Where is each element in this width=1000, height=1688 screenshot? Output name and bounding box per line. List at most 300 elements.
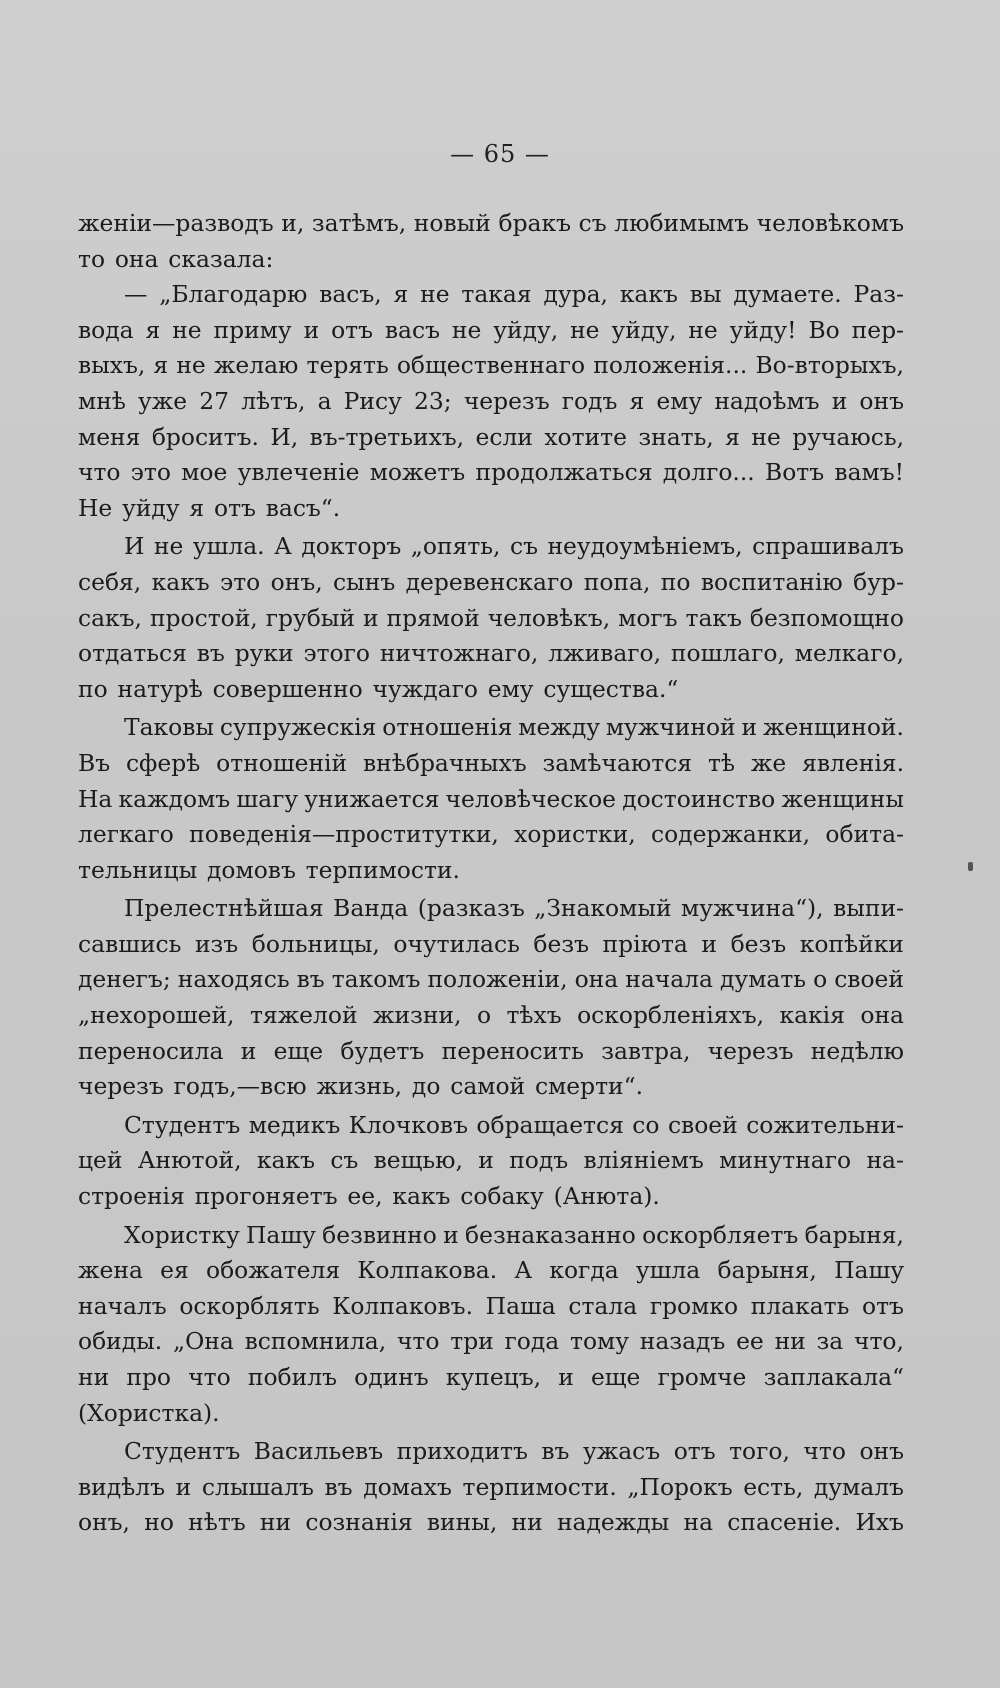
word: положеніи, — [427, 965, 568, 994]
word: надежды — [556, 1508, 670, 1537]
word: вамъ! — [834, 458, 904, 487]
word: не — [688, 315, 718, 344]
word: терпимости. — [462, 1472, 617, 1501]
word: какъ — [151, 567, 210, 596]
word: И, — [270, 422, 299, 451]
word: по — [78, 674, 108, 703]
word: же — [750, 748, 787, 777]
word: завтра, — [601, 1036, 691, 1065]
word: барыня, — [804, 1220, 904, 1249]
word: савшись — [78, 929, 182, 958]
word: домовъ — [207, 855, 296, 884]
word: любимымъ — [614, 209, 750, 237]
word: копѣйки — [799, 929, 904, 958]
word: тяжелой — [249, 1001, 358, 1030]
word: строенія — [78, 1182, 185, 1211]
word: обита- — [825, 820, 904, 849]
word: что — [78, 458, 121, 487]
text-line — [78, 313, 904, 349]
word: броситъ. — [151, 422, 259, 451]
word: васъ“. — [265, 493, 341, 522]
text-line — [78, 962, 904, 998]
word: въ — [324, 1472, 353, 1501]
word: Ванда — [333, 894, 409, 923]
word: годъ — [561, 386, 618, 415]
word: чуждаго — [372, 674, 478, 703]
word: я — [393, 280, 409, 309]
word: годъ,—всю — [173, 1072, 307, 1101]
word: вины, — [426, 1508, 498, 1537]
word: васъ, — [319, 280, 382, 309]
word: этого — [303, 639, 370, 668]
text-line — [78, 277, 904, 313]
word: „Благодарю — [159, 280, 308, 309]
word: плакать — [750, 1291, 850, 1320]
word: ни — [78, 1363, 110, 1391]
word: А — [274, 532, 292, 561]
word: тому — [570, 1327, 629, 1356]
word: бракъ — [498, 209, 571, 237]
word: новый — [413, 209, 491, 237]
word: внѣбрачныхъ — [363, 748, 527, 777]
word: въ-третьихъ, — [309, 422, 465, 451]
word: такая — [461, 280, 532, 309]
word: сожительни- — [746, 1110, 904, 1139]
word: такомъ — [331, 965, 421, 994]
word: „Порокъ — [627, 1472, 733, 1501]
text-line — [78, 746, 904, 782]
word: хористки, — [514, 820, 636, 849]
word: и — [558, 1363, 574, 1391]
word: между — [518, 713, 600, 742]
word: Ихъ — [855, 1508, 904, 1537]
word: въ — [196, 639, 225, 668]
word: меня — [78, 422, 141, 451]
word: это — [130, 458, 171, 487]
word: совершенно — [212, 674, 363, 703]
word: вода — [78, 315, 134, 344]
word: своей — [667, 1110, 738, 1139]
word: воспитанію — [700, 567, 843, 596]
word: Клочковъ — [348, 1110, 468, 1139]
word: о — [813, 965, 828, 994]
word: одинъ — [354, 1363, 429, 1391]
word: въ — [296, 965, 325, 994]
word: еще — [590, 1363, 641, 1391]
word: ему — [656, 386, 703, 415]
text-line — [78, 565, 904, 601]
word: обожателя — [205, 1256, 341, 1285]
word: долго... — [662, 458, 755, 487]
word: выхъ, — [78, 351, 146, 380]
word: не — [570, 315, 600, 344]
word: тельницы — [78, 855, 198, 884]
word: Колпаковъ. — [332, 1291, 474, 1320]
word: думаете. — [733, 280, 842, 309]
word: переносила — [78, 1036, 224, 1065]
word: когда — [549, 1256, 619, 1285]
word: (разказъ — [417, 894, 525, 923]
word: три — [450, 1327, 494, 1356]
word: что — [396, 1327, 440, 1356]
word: спрашивалъ — [752, 532, 904, 561]
text-line — [78, 491, 904, 527]
word: смерти“. — [534, 1072, 644, 1101]
word: достоинство — [622, 784, 776, 813]
text-line — [78, 782, 904, 818]
word: назадъ — [639, 1327, 726, 1356]
word: мужчиной — [605, 713, 736, 742]
word: жизни, — [373, 1001, 462, 1030]
word: на- — [866, 1146, 904, 1175]
text-line — [78, 206, 904, 242]
word: не — [451, 315, 482, 344]
word: находясь — [177, 965, 290, 994]
word: я — [145, 315, 161, 344]
word: сказала: — [168, 244, 274, 273]
word: она — [574, 965, 619, 994]
word: тѣ — [707, 748, 735, 777]
word: „Знакомый — [534, 894, 672, 923]
word: я — [153, 351, 169, 380]
word: выпи- — [833, 894, 904, 923]
word: безвинно — [322, 1220, 437, 1249]
word: черезъ — [463, 386, 550, 415]
word: пріюта — [602, 929, 688, 958]
word: ужасъ — [582, 1437, 661, 1466]
word: Анютой, — [137, 1146, 242, 1175]
word: что — [188, 1363, 231, 1391]
word: оскорбляетъ — [642, 1220, 799, 1249]
word: увлеченіе — [237, 458, 360, 487]
word: я — [189, 493, 205, 522]
word: На — [78, 784, 113, 813]
word: изъ — [194, 929, 239, 958]
word: съ — [330, 1146, 359, 1175]
word: натурѣ — [117, 674, 203, 703]
word: началъ — [78, 1291, 167, 1320]
text-line — [78, 672, 904, 708]
word: отъ — [213, 493, 256, 522]
word: начала — [625, 965, 713, 994]
word: безнаказанно — [465, 1220, 636, 1249]
word: руки — [234, 639, 294, 668]
word: какъ — [619, 280, 678, 309]
word: черезъ — [78, 1072, 164, 1101]
word: и — [303, 315, 320, 344]
word: уже — [138, 386, 188, 415]
word: отношеній — [216, 748, 348, 777]
word: существа.“ — [543, 674, 679, 703]
word: думалъ — [813, 1472, 904, 1501]
word: если — [475, 422, 533, 451]
word: пошлаго, — [670, 639, 785, 668]
word: прогоняетъ — [194, 1182, 338, 1211]
word: своей — [834, 965, 904, 994]
word: Во-вторыхъ, — [755, 351, 904, 380]
word: больницы, — [251, 929, 380, 958]
text-line — [78, 1218, 904, 1254]
word: Въ — [78, 748, 111, 777]
word: человѣкъ, — [487, 603, 611, 632]
word: шагу — [236, 784, 299, 813]
word: по — [660, 567, 691, 596]
text-line — [78, 636, 904, 672]
word: видѣлъ — [78, 1472, 166, 1501]
word: на — [683, 1508, 714, 1537]
text-line — [78, 455, 904, 491]
word: приму — [213, 315, 292, 344]
word: это — [220, 567, 261, 596]
word: побилъ — [247, 1363, 337, 1391]
word: себя, — [78, 567, 142, 596]
word: жизнь, — [316, 1072, 403, 1101]
word: грубый — [265, 603, 355, 632]
word: и — [741, 713, 758, 742]
text-line — [78, 1034, 904, 1070]
text-line — [78, 710, 904, 746]
word: еще — [273, 1036, 324, 1065]
word: о — [476, 1001, 492, 1030]
word: отъ — [673, 1437, 716, 1466]
word: съ — [509, 532, 538, 561]
word: минутнаго — [719, 1146, 852, 1175]
word: дура, — [543, 280, 608, 309]
text-line — [78, 1253, 904, 1289]
text-line — [78, 1069, 904, 1105]
text-line — [78, 1396, 904, 1432]
word: „нехорошей, — [78, 1001, 235, 1030]
word: недѣлю — [810, 1036, 904, 1065]
word: унижается — [304, 784, 440, 813]
word: не — [153, 532, 184, 561]
word: вспомнила, — [244, 1327, 387, 1356]
text-line — [78, 420, 904, 456]
text-line — [78, 601, 904, 637]
word: ему — [487, 674, 534, 703]
word: мнѣ — [78, 386, 126, 415]
word: медикъ — [248, 1110, 341, 1139]
word: и — [175, 1472, 192, 1501]
word: терять — [306, 351, 389, 380]
word: до — [411, 1072, 441, 1101]
word: я — [629, 386, 645, 415]
word: и — [478, 1146, 494, 1175]
word: Вотъ — [765, 458, 825, 487]
word: что, — [854, 1327, 904, 1356]
word: „Она — [173, 1327, 234, 1356]
word: самой — [450, 1072, 526, 1101]
word: мое — [181, 458, 228, 487]
word: сынъ — [333, 567, 396, 596]
word: пер- — [851, 315, 904, 344]
word: не — [420, 280, 450, 309]
word: простой, — [149, 603, 258, 632]
word: очутилась — [393, 929, 520, 958]
word: (Хористка). — [78, 1398, 220, 1427]
word: онъ — [859, 1437, 904, 1466]
word: съ — [578, 209, 607, 237]
word: оскорблять — [179, 1291, 320, 1320]
word: ручаюсь, — [792, 422, 904, 451]
text-line — [78, 348, 904, 384]
text-line — [78, 927, 904, 963]
word: какъ — [392, 1182, 451, 1211]
word: можетъ — [369, 458, 466, 487]
word: ни — [774, 1327, 806, 1356]
word: тѣхъ — [506, 1001, 562, 1030]
word: женщиной. — [762, 713, 904, 742]
word: громко — [649, 1291, 739, 1320]
word: обиды. — [78, 1327, 163, 1356]
word: замѣчаются — [542, 748, 693, 777]
word: Раз- — [853, 280, 904, 309]
word: есть, — [743, 1472, 804, 1501]
word: заплакала“ — [763, 1363, 904, 1391]
word: вы — [689, 280, 722, 309]
text-line — [78, 1108, 904, 1144]
word: спасеніе. — [727, 1508, 842, 1537]
word: затѣмъ, — [311, 209, 407, 237]
word: собаку — [460, 1182, 544, 1211]
word: безъ — [533, 929, 589, 958]
text-line — [78, 242, 904, 278]
word: надоѣмъ — [714, 386, 820, 415]
text-line — [78, 1324, 904, 1360]
word: васъ — [384, 315, 440, 344]
word: ничтожнаго, — [379, 639, 539, 668]
word: А — [514, 1256, 533, 1285]
word: денегъ; — [78, 965, 171, 994]
word: такъ — [685, 603, 742, 632]
word: я — [725, 422, 740, 451]
word: деревенскаго — [405, 567, 574, 596]
word: оскорбленіяхъ, — [577, 1001, 765, 1030]
word: то — [78, 244, 106, 273]
word: года — [504, 1327, 560, 1356]
word: она — [860, 1001, 904, 1030]
text-line — [78, 1289, 904, 1325]
word: ни — [259, 1508, 292, 1537]
word: (Анюта). — [553, 1182, 660, 1211]
word: онъ — [859, 386, 904, 415]
word: и, — [281, 209, 305, 237]
text-line — [78, 1360, 904, 1396]
word: попа, — [583, 567, 651, 596]
word: ее, — [347, 1182, 383, 1211]
word: Хористку — [124, 1220, 240, 1249]
word: уйду! — [729, 315, 797, 344]
word: отдаться — [78, 639, 187, 668]
word: со — [632, 1110, 660, 1139]
word: отъ — [862, 1291, 904, 1320]
text-line — [78, 384, 904, 420]
word: прямой — [386, 603, 480, 632]
word: ни — [511, 1508, 543, 1537]
word: вещью, — [373, 1146, 463, 1175]
word: сакъ, — [78, 603, 142, 632]
word: явленія. — [802, 748, 904, 777]
word: вліяніемъ — [583, 1146, 704, 1175]
word: мужчина“), — [681, 894, 824, 923]
word: Студентъ — [124, 1437, 241, 1466]
word: Пашу — [834, 1256, 904, 1285]
word: того, — [729, 1437, 790, 1466]
word: уйду, — [611, 315, 677, 344]
word: какъ — [256, 1146, 315, 1175]
word: 27 — [199, 386, 230, 415]
word: переносить — [441, 1036, 584, 1065]
word: Во — [808, 315, 840, 344]
word: и — [831, 386, 848, 415]
word: онъ, — [78, 1508, 130, 1537]
word: ее — [736, 1327, 764, 1356]
word: купецъ, — [445, 1363, 542, 1391]
word: отношенія — [382, 713, 513, 742]
page-number: — 65 — — [450, 140, 550, 168]
word: черезъ — [707, 1036, 794, 1065]
word: желаю — [213, 351, 299, 380]
word: общественнаго — [396, 351, 586, 380]
text-line — [78, 1470, 904, 1506]
body-text — [78, 206, 904, 1541]
word: человѣкомъ — [756, 209, 904, 237]
text-line — [78, 529, 904, 565]
word: слышалъ — [201, 1472, 314, 1501]
word: домахъ — [363, 1472, 452, 1501]
word: хотите — [544, 422, 627, 451]
word: цей — [78, 1146, 123, 1175]
word: „опять, — [410, 532, 501, 561]
word: а — [317, 386, 332, 415]
word: подъ — [509, 1146, 569, 1175]
word: неудоумѣніемъ, — [547, 532, 743, 561]
word: Студентъ — [124, 1110, 241, 1139]
word: Васильевъ — [253, 1437, 384, 1466]
word: сферѣ — [125, 748, 201, 777]
word: докторъ — [301, 532, 402, 561]
word: уйду — [122, 493, 180, 522]
word: поведенія—проститутки, — [189, 820, 499, 849]
word: Прелестнѣйшая — [124, 894, 324, 923]
word: 23; — [414, 386, 452, 415]
word: Рису — [343, 386, 402, 415]
word: бур- — [853, 567, 904, 596]
word: и — [240, 1036, 257, 1065]
word: громче — [657, 1363, 747, 1391]
word: онъ, — [270, 567, 323, 596]
word: Колпакова. — [357, 1256, 498, 1285]
word: про — [126, 1363, 172, 1391]
word: безъ — [730, 929, 787, 958]
word: жена — [78, 1256, 143, 1285]
word: и — [362, 603, 379, 632]
word: и — [443, 1220, 459, 1249]
word: отъ — [331, 315, 373, 344]
word: за — [816, 1327, 844, 1356]
word: что — [803, 1437, 846, 1466]
word: безпомощно — [749, 603, 904, 632]
word: ушла — [635, 1256, 701, 1285]
word: мелкаго, — [794, 639, 904, 668]
text-line — [78, 817, 904, 853]
word: И — [124, 532, 145, 561]
word: барыня, — [717, 1256, 817, 1285]
word: знать, — [638, 422, 714, 451]
word: будетъ — [340, 1036, 425, 1065]
word: лѣтъ, — [241, 386, 306, 415]
word: не — [751, 422, 781, 451]
